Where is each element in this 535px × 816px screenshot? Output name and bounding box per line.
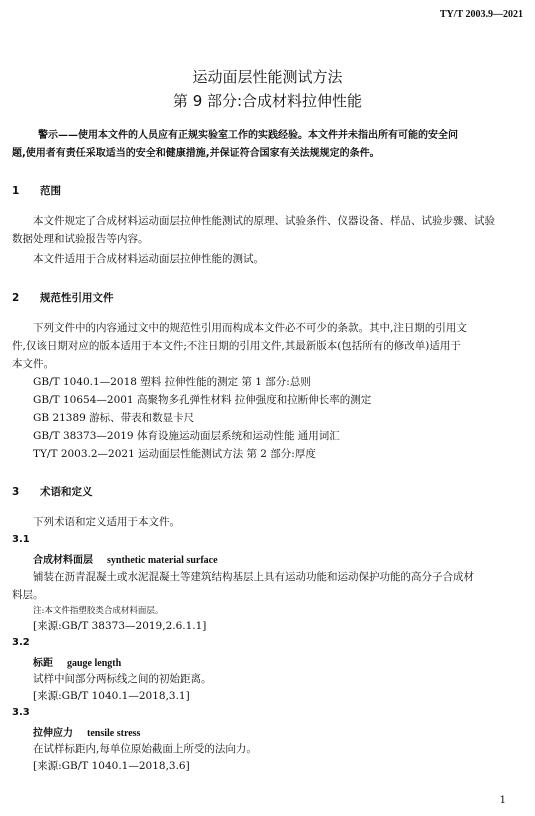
definition-line: 在试样标距内,每单位原始截面上所受的法向力。 (33, 743, 257, 755)
definition-line: 试样中间部分两标线之间的初始距离。 (33, 673, 212, 685)
section-number: 3 (12, 486, 20, 498)
definition-line: 料层。 (12, 589, 44, 601)
clause-number: 3.3 (12, 707, 30, 718)
warning-line-1: 警示——使用本文件的人员应有正规实验室工作的实践经验。本文件并未指出所有可能的安全问 (38, 130, 458, 141)
warning-line-2: 题,使用者有责任采取适当的安全和健康措施,并保证符合国家有关法规规定的条件。 (12, 148, 380, 159)
term-heading (33, 724, 140, 739)
term-heading (33, 654, 121, 669)
paragraph-line: 件,仅该日期对应的版本适用于本文件;不注日期的引用文件,其最新版本(包括所有的修改单)适用于 (12, 340, 461, 352)
definition-line: 铺装在沥青混凝土或水泥混凝土等建筑结构基层上具有运动功能和运动保护功能的高分子合成材 (33, 571, 474, 583)
term-en: synthetic material surface (107, 555, 218, 566)
reference-item: GB 21389 游标、带表和数显卡尺 (33, 412, 195, 424)
term-source: [来源:GB/T 1040.1—2018,3.1] (33, 690, 190, 702)
paragraph-line: 下列术语和定义适用于本文件。 (33, 516, 180, 528)
section-heading-terms (12, 484, 93, 499)
paragraph-line: 下列文件中的内容通过文中的规范性引用而构成本文件必不可少的条款。其中,注日期的引用文 (33, 322, 467, 334)
reference-item: GB/T 1040.1—2018 塑料 拉伸性能的测定 第 1 部分:总则 (33, 376, 311, 388)
reference-item: GB/T 38373—2019 体育设施运动面层系统和运动性能 通用词汇 (33, 430, 340, 442)
paragraph-line: 本文件。 (12, 358, 54, 370)
paragraph-line: 数据处理和试验报告等内容。 (12, 233, 149, 245)
section-number: 1 (12, 185, 20, 197)
term-en: tensile stress (87, 728, 141, 739)
term-zh: 标距 (33, 658, 53, 669)
clause-number: 3.1 (12, 534, 30, 545)
reference-item: GB/T 10654—2001 高聚物多孔弹性材料 拉伸强度和拉断伸长率的测定 (33, 394, 372, 406)
paragraph-line: 本文件规定了合成材料运动面层拉伸性能测试的原理、试验条件、仪器设备、样品、试验步骤、试验 (33, 215, 495, 227)
term-zh: 合成材料面层 (33, 555, 93, 566)
section-heading-references (12, 290, 114, 305)
section-heading-scope (12, 183, 61, 198)
reference-item: TY/T 2003.2—2021 运动面层性能测试方法 第 2 部分:厚度 (33, 448, 316, 460)
section-title: 范围 (40, 185, 61, 197)
section-number: 2 (12, 292, 20, 304)
term-zh: 拉伸应力 (33, 728, 73, 739)
section-title: 术语和定义 (40, 486, 93, 498)
paragraph-line: 本文件适用于合成材料运动面层拉伸性能的测试。 (33, 253, 264, 265)
clause-number: 3.2 (12, 637, 30, 648)
section-title: 规范性引用文件 (40, 292, 114, 304)
term-heading (33, 551, 218, 566)
standard-number: TY/T 2003.9—2021 (439, 9, 523, 20)
document-title: 运动面层性能测试方法 (192, 68, 343, 86)
term-note: 注:本文件指塑胶类合成材料面层。 (33, 606, 164, 616)
term-source: [来源:GB/T 1040.1—2018,3.6] (33, 760, 190, 772)
term-source: [来源:GB/T 38373—2019,2.6.1.1] (33, 620, 207, 632)
page-number: 1 (499, 795, 506, 806)
document-subtitle: 第 9 部分:合成材料拉伸性能 (172, 92, 363, 110)
term-en: gauge length (67, 658, 122, 669)
